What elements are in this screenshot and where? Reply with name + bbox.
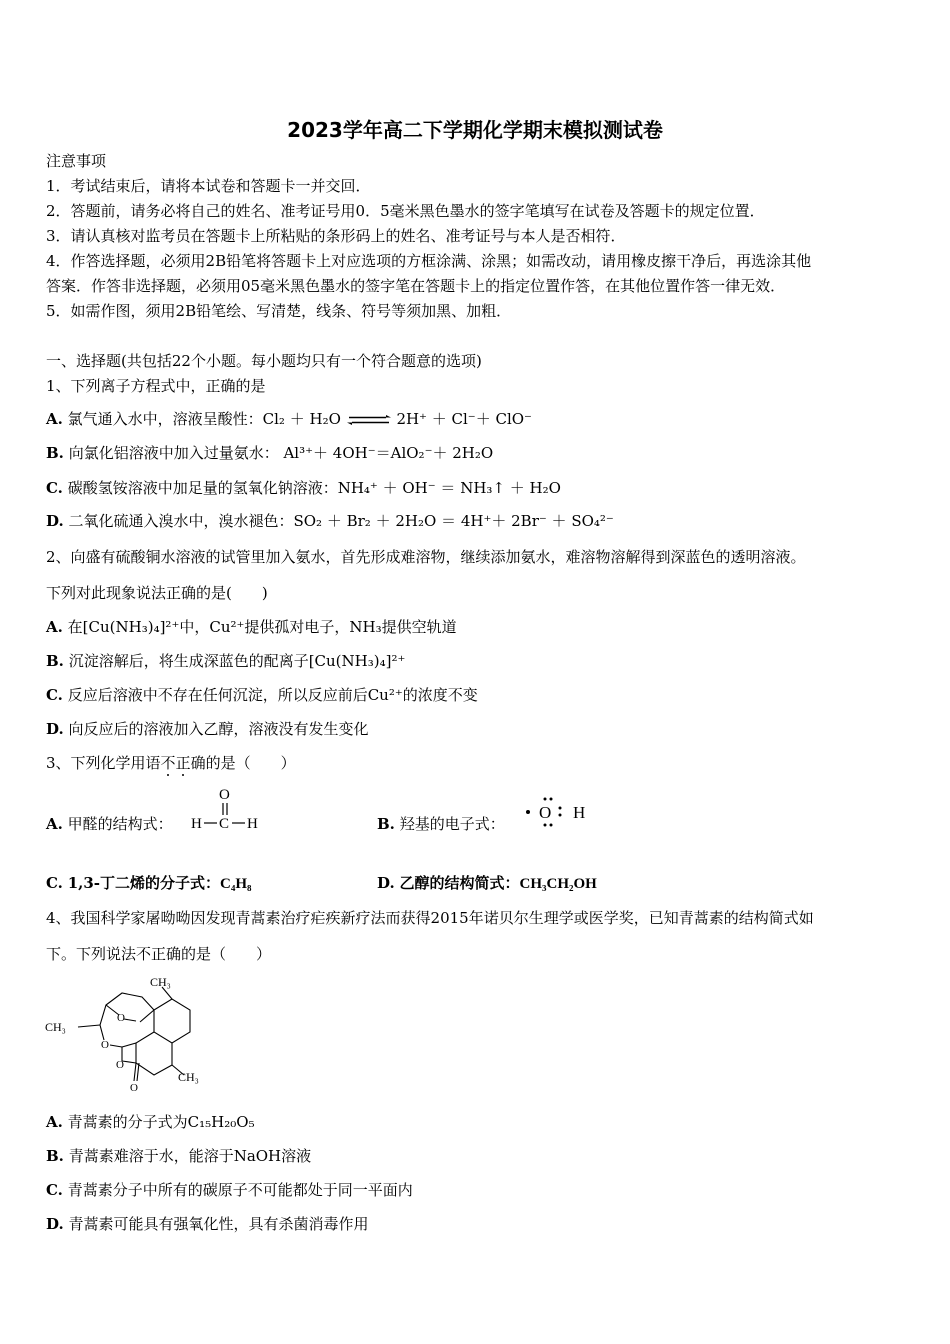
option-text: 青蒿素难溶于水，能溶于NaOH溶液 — [68, 1147, 312, 1165]
q3-option-d — [377, 874, 597, 893]
emphasis-char: 不 — [160, 754, 176, 772]
notice-heading: 注意事项 — [46, 152, 107, 170]
option-label: A. — [46, 815, 63, 833]
molecular-formula: C₄H₈ — [220, 876, 252, 892]
q3-option-b — [377, 815, 505, 833]
q2-stem-continued: 下列对此现象说法正确的是( ) — [46, 584, 268, 602]
option-label: D. — [46, 1215, 64, 1233]
q1-option-d — [46, 512, 614, 530]
q4-option-d — [46, 1215, 369, 1233]
option-label: A. — [46, 618, 63, 636]
option-label: A. — [46, 1113, 63, 1131]
option-text: 青蒿素的分子式为C₁₅H₂₀O₅ — [67, 1113, 255, 1131]
option-text: 向反应后的溶液加入乙醇，溶液没有发生变化 — [68, 720, 369, 738]
option-text: 沉淀溶解后，将生成深蓝色的配离子[Cu(NH₃)₄]²⁺ — [68, 652, 406, 670]
stem-text: 确的是（ ） — [190, 754, 296, 772]
option-text: 在[Cu(NH₃)₄]²⁺中，Cu²⁺提供孤对电子，NH₃提供空轨道 — [67, 618, 457, 636]
option-text: 青蒿素分子中所有的碳原子不可能都处于同一平面内 — [67, 1181, 413, 1199]
option-label: B. — [377, 815, 395, 833]
option-text: 反应后溶液中不存在任何沉淀，所以反应前后Cu²⁺的浓度不变 — [67, 686, 478, 704]
notice-item: 3．请认真核对监考员在答题卡上所粘贴的条形码上的姓名、准考证号与本人是否相符． — [46, 227, 626, 245]
oxygen-label: O — [117, 1012, 125, 1024]
q4-option-b — [46, 1147, 311, 1165]
emphasis-char: 正 — [175, 754, 191, 772]
option-label: A. — [46, 410, 63, 428]
q1-option-c — [46, 479, 561, 497]
oxygen-label: O — [130, 1082, 138, 1093]
q4-stem-continued: 下。下列说法不正确的是（ ） — [46, 945, 272, 963]
q4-option-c — [46, 1181, 413, 1199]
oxygen-label: O — [101, 1039, 109, 1051]
option-text: 甲醛的结构式： — [67, 815, 173, 833]
methyl-label: CH₃ — [178, 1070, 199, 1084]
notice-item: 2．答题前，请务必将自己的姓名、准考证号用0．5毫米黑色墨水的签字笔填写在试卷及答题卡的规定位置． — [46, 202, 765, 220]
option-text: 碳酸氢铵溶液中加足量的氢氧化钠溶液：NH₄⁺ ＋ OH⁻ ＝ NH₃↑ ＋ H₂O — [67, 479, 561, 497]
q2-option-c — [46, 686, 478, 704]
q4-option-a — [46, 1113, 255, 1131]
atom-h: H — [247, 816, 258, 832]
notice-item: 1．考试结束后，请将本试卷和答题卡一并交回． — [46, 177, 371, 195]
q2-option-d — [46, 720, 369, 738]
option-text: 羟基的电子式： — [399, 815, 505, 833]
q3-option-c — [46, 874, 252, 893]
atom-h: H — [573, 803, 586, 822]
option-label: B. — [46, 1147, 64, 1165]
option-label: C. — [46, 874, 63, 892]
q3-option-a — [46, 815, 173, 833]
stem-text: 3、下列化学用语 — [46, 754, 161, 772]
option-text: 向氯化铝溶液中加入过量氨水： Al³⁺＋ 4OH⁻＝AlO₂⁻＋ 2H₂O — [68, 444, 494, 462]
atom-o: O — [219, 787, 230, 803]
option-text: 乙醇的结构简式： — [399, 874, 520, 892]
equilibrium-arrow-icon — [346, 413, 392, 427]
q4-stem: 4、我国科学家屠呦呦因发现青蒿素治疗疟疾新疗法而获得2015年诺贝尔生理学或医学奖，已知青蒿素的结构简式如 — [46, 909, 814, 927]
option-label: D. — [377, 874, 395, 892]
atom-h: H — [191, 816, 202, 832]
oxygen-label: O — [116, 1059, 124, 1071]
atom-c: C — [219, 816, 230, 832]
option-text: 青蒿素可能具有强氧化性，具有杀菌消毒作用 — [68, 1215, 369, 1233]
q2-option-a — [46, 618, 457, 636]
methyl-label: CH₃ — [150, 975, 171, 989]
atom-o: O — [539, 803, 552, 822]
q1-stem: 1、下列离子方程式中，正确的是 — [46, 377, 266, 395]
formaldehyde-structure — [190, 784, 266, 836]
option-label: B. — [46, 652, 64, 670]
section-header: 一、选择题(共包括22个小题。每小题均只有一个符合题意的选项) — [46, 352, 482, 370]
page-title: 2023学年高二下学期化学期末模拟测试卷 — [287, 118, 663, 142]
structural-formula: CH₃CH₂OH — [519, 876, 597, 892]
notice-item: 答案．作答非选择题，必须用05毫米黑色墨水的签字笔在答题卡上的指定位置作答，在其他位置作答一律无效． — [46, 277, 786, 295]
option-label: C. — [46, 686, 63, 704]
option-products: 2H⁺ ＋ Cl⁻＋ ClO⁻ — [396, 410, 532, 428]
notice-item: 4．作答选择题，必须用2B铅笔将答题卡上对应选项的方框涂满、涂黑；如需改动，请用橡皮擦干净后，再选涂其他 — [46, 252, 812, 270]
hydroxyl-electron-formula — [525, 794, 595, 830]
option-label: B. — [46, 444, 64, 462]
option-label: C. — [46, 1181, 63, 1199]
q2-stem: 2、向盛有硫酸铜水溶液的试管里加入氨水，首先形成难溶物，继续添加氨水，难溶物溶解得到深蓝色的透明溶液。 — [46, 548, 806, 566]
option-text: 二氧化硫通入溴水中，溴水褪色：SO₂ ＋ Br₂ ＋ 2H₂O ＝ 4H⁺＋ 2Br⁻ ＋ SO₄²⁻ — [68, 512, 614, 530]
artemisinin-structure — [44, 975, 204, 1093]
option-text: 1,3-丁二烯的分子式： — [67, 874, 221, 892]
q3-stem — [46, 754, 296, 772]
option-label: D. — [46, 512, 64, 530]
option-label: C. — [46, 479, 63, 497]
option-text: 氯气通入水中，溶液呈酸性：Cl₂ ＋ H₂O — [67, 410, 341, 428]
notice-item: 5．如需作图，须用2B铅笔绘、写清楚，线条、符号等须加黑、加粗． — [46, 302, 512, 320]
methyl-label: CH₃ — [45, 1020, 66, 1034]
q1-option-b — [46, 444, 493, 462]
q2-option-b — [46, 652, 405, 670]
q1-option-a — [46, 410, 532, 428]
option-label: D. — [46, 720, 64, 738]
